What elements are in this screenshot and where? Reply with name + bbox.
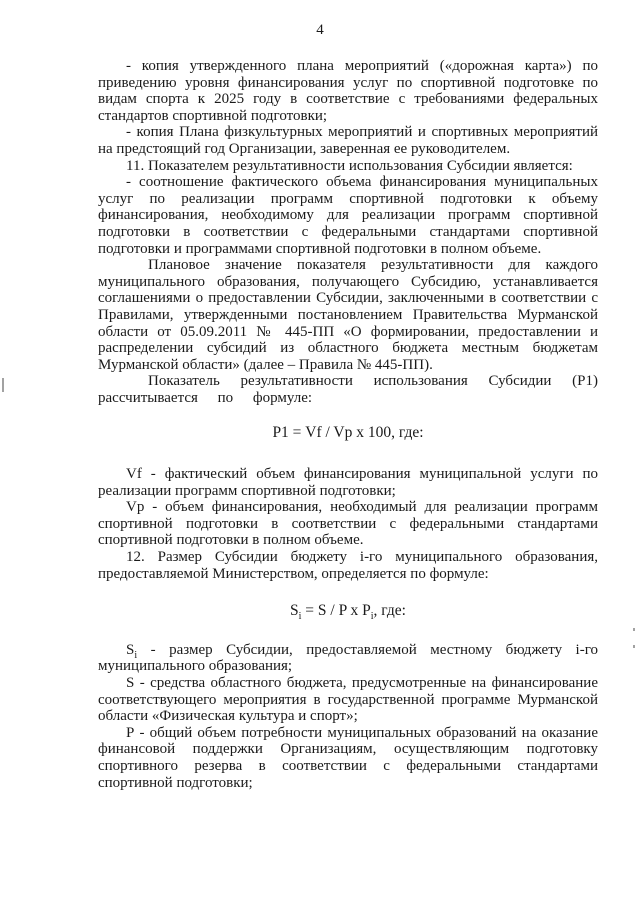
formula-si-mid: = S / P x P <box>301 602 371 620</box>
formula-si <box>98 602 598 623</box>
paragraph-planned-value: Плановое значение показателя результативности для каждого муниципального образования, получающего Субсидию, устанавливается соглашениями о предоставлении Субсидии, заключенными в соответствии с Правилами, утвержденными постановлением Правительства Мурманской области от 05.09.2011 № 445-ПП «О формировании, предоставлении и распределении субсидий из областного бюджета местным бюджетам Мурманской области» (далее – Правила № 445-ПП). <box>98 257 598 373</box>
list-item-roadmap: - копия утвержденного плана мероприятий («дорожная карта») по приведению уровня финансирования услуг по спортивной подготовке по видам спорта к 2025 году в соответствие с требованиями федеральных стандартов спортивной подготовки; <box>98 58 598 124</box>
definition-si-text: - размер Субсидии, предоставляемой местному бюджету i-го муниципального образования; <box>98 641 598 675</box>
clause-11: 11. Показателем результативности использования Субсидии является: <box>126 157 573 174</box>
formula-si-lhs-sub: i <box>298 611 302 623</box>
definition-vf: Vf - фактический объем финансирования муниципальной услуги по реализации программ спортивной подготовки; <box>98 466 598 499</box>
paragraph-indicator: Показатель результативности использования Субсидии (Р1) рассчитывается по формуле: <box>98 373 598 406</box>
list-item-event-plan: - копия Плана физкультурных мероприятий и спортивных мероприятий на предстоящий год Организации, заверенная ее руководителем. <box>98 124 598 157</box>
definition-si <box>98 642 598 675</box>
list-item-ratio: - соотношение фактического объема финансирования муниципальных услуг по реализации программ спортивной подготовки к объему финансирования, необходимому для реализации программ спортивной подготовки в соответствии с федеральными стандартами спортивной подготовки и программами спортивной подготовки в полном объеме. <box>98 174 598 257</box>
definition-p: Р - общий объем потребности муниципальных образований на оказание финансовой поддержки Организациям, осуществляющим подготовку спортивного резерва в соответствии с федеральными стандартами спортивной подготовки; <box>98 724 598 791</box>
definition-vp: Vp - объем финансирования, необходимый для реализации программ спортивной подготовки в соответствии с федеральными стандартами спортивной подготовки в полном объеме. <box>98 499 598 549</box>
formula-si-rest: , где: <box>373 602 406 620</box>
document-body <box>98 58 598 791</box>
formula-p1: Р1 = Vf / Vp x 100, где: <box>272 424 424 442</box>
definition-s: S - средства областного бюджета, предусмотренные на финансирование соответствующего мероприятия в государственной программе Мурманской области «Физическая культура и спорт»; <box>98 675 598 725</box>
scan-mark-right-2 <box>633 645 635 648</box>
definition-si-symbol-sub: i <box>134 649 138 661</box>
definition-si-symbol: S <box>126 641 135 658</box>
clause-12: 12. Размер Субсидии бюджету i-го муниципального образования, предоставляемой Министерством, определяется по формуле: <box>98 549 598 582</box>
scan-mark-left <box>2 378 4 392</box>
formula-si-lhs: S <box>290 602 299 620</box>
formula-si-mid-sub: i <box>370 611 374 623</box>
scan-mark-right <box>633 628 635 631</box>
page-number: 4 <box>316 22 324 38</box>
